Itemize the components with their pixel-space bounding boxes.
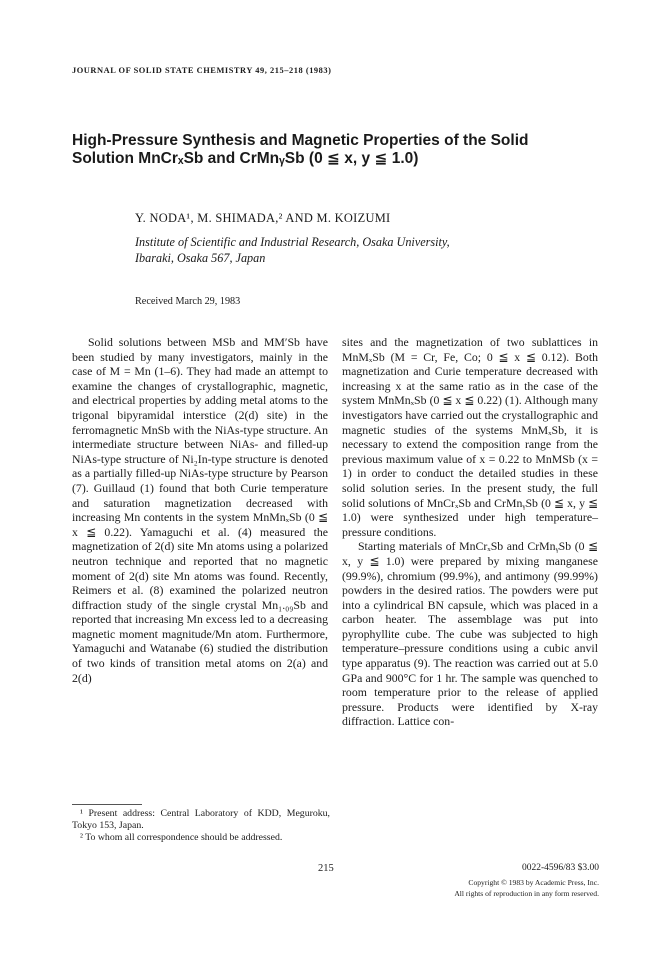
right-column: [342, 335, 598, 729]
issn: 0022-4596/83 $3.00: [521, 863, 599, 873]
journal-header: JOURNAL OF SOLID STATE CHEMISTRY 49, 215–218 (1983): [72, 66, 332, 75]
footnotes: [72, 808, 330, 844]
institution-line-2: Ibaraki, Osaka 567, Japan: [135, 251, 266, 265]
received-date: Received March 29, 1983: [135, 296, 241, 307]
authors: Y. NODA¹, M. SHIMADA,² AND M. KOIZUMI: [135, 211, 391, 225]
copyright: [454, 877, 599, 899]
copyright-line-1: Copyright © 1983 by Academic Press, Inc.: [468, 878, 599, 887]
right-paragraph-1: sites and the magnetization of two sublattices in MnMₓSb (M = Cr, Fe, Co; 0 ≦ x ≦ 0.12). Both magnetization and Curie temperature decreased with increasing x at the same ratio as in the case of the system MnMnₓSb (0 ≦ x ≦ 0.22) (1). Although many investigators have carried out the crystallographic and magnetic studies of the systems MnMₓSb, it is necessary to extend the composition range from the previous maximum value of x = 0.22 to MnMSb (x = 1) in order to conduct the detailed studies in these solid solution series. In the present study, the full solid solutions of MnCrₓSb and CrMnᵧSb (0 ≦ x, y ≦ 1.0) were synthesized under high temperature–pressure conditions.: [342, 335, 598, 539]
institution: [135, 234, 595, 266]
title-line-2: Solution MnCrₓSb and CrMnᵧSb (0 ≦ x, y ≦ 1.0): [72, 150, 419, 167]
left-column: [72, 335, 328, 685]
left-paragraph-1: Solid solutions between MSb and MM′Sb have been studied by many investigators, mainly in the case of M = Mn (1–6). They had made an attempt to examine the changes of crystallographic, magnetic, and electrical properties by adding metal atoms to the trigonal bipyramidal interstice (2(d) site) in the ferromagnetic MnSb with the NiAs-type structure. An intermediate structure between NiAs- and filled-up NiAs-type structure of Ni₂In-type structure is denoted as a partially filled-up NiAs-type structure by Pearson (7). Guillaud (1) found that both Curie temperature and saturation magnetization decreased with increasing Mn contents in the system MnMnₓSb (0 ≦ x ≦ 0.22). Yamaguchi et al. (4) measured the magnetization of 2(d) site Mn atoms using a polarized neutron technique and reported that no magnetic moment of 2(d) site Mn atoms was found. Recently, Reimers et al. (8) examined the polarized neutron diffraction study of the single crystal Mn₁.₀₉Sb and reported that increasing Mn excess led to a decreasing magnetic moment magnitude/Mn atom. Furthermore, Yamaguchi and Watanabe (6) studied the distribution of two kinds of transition metal atoms on 2(a) and 2(d): [72, 335, 328, 685]
title-line-1: High-Pressure Synthesis and Magnetic Properties of the Solid: [72, 132, 529, 149]
footnote-1: ¹ Present address: Central Laboratory of KDD, Meguroku, Tokyo 153, Japan.: [72, 808, 330, 831]
footnote-2: ² To whom all correspondence should be addressed.: [80, 832, 283, 843]
footnote-rule: [72, 804, 142, 805]
institution-line-1: Institute of Scientific and Industrial Research, Osaka University,: [135, 235, 450, 249]
paper-title: [72, 132, 612, 168]
page-number: 215: [318, 863, 334, 874]
copyright-line-2: All rights of reproduction in any form reserved.: [454, 889, 599, 898]
right-paragraph-2: Starting materials of MnCrₓSb and CrMnᵧSb (0 ≦ x, y ≦ 1.0) were prepared by mixing manganese (99.9%), chromium (99.9%), and antimony (99.99%) powders in the desired ratios. The powders were put into a cylindrical BN capsule, which was placed in a carbon heater. The assemblage was put into pyrophyllite cube. The cube was subjected to high temperature–pressure conditions using a cubic anvil type apparatus (9). The reaction was carried out at 5.0 GPa and 900°C for 1 hr. The sample was quenched to room temperature prior to the release of applied pressure. Products were identified by X-ray diffraction. Lattice con-: [342, 539, 598, 729]
